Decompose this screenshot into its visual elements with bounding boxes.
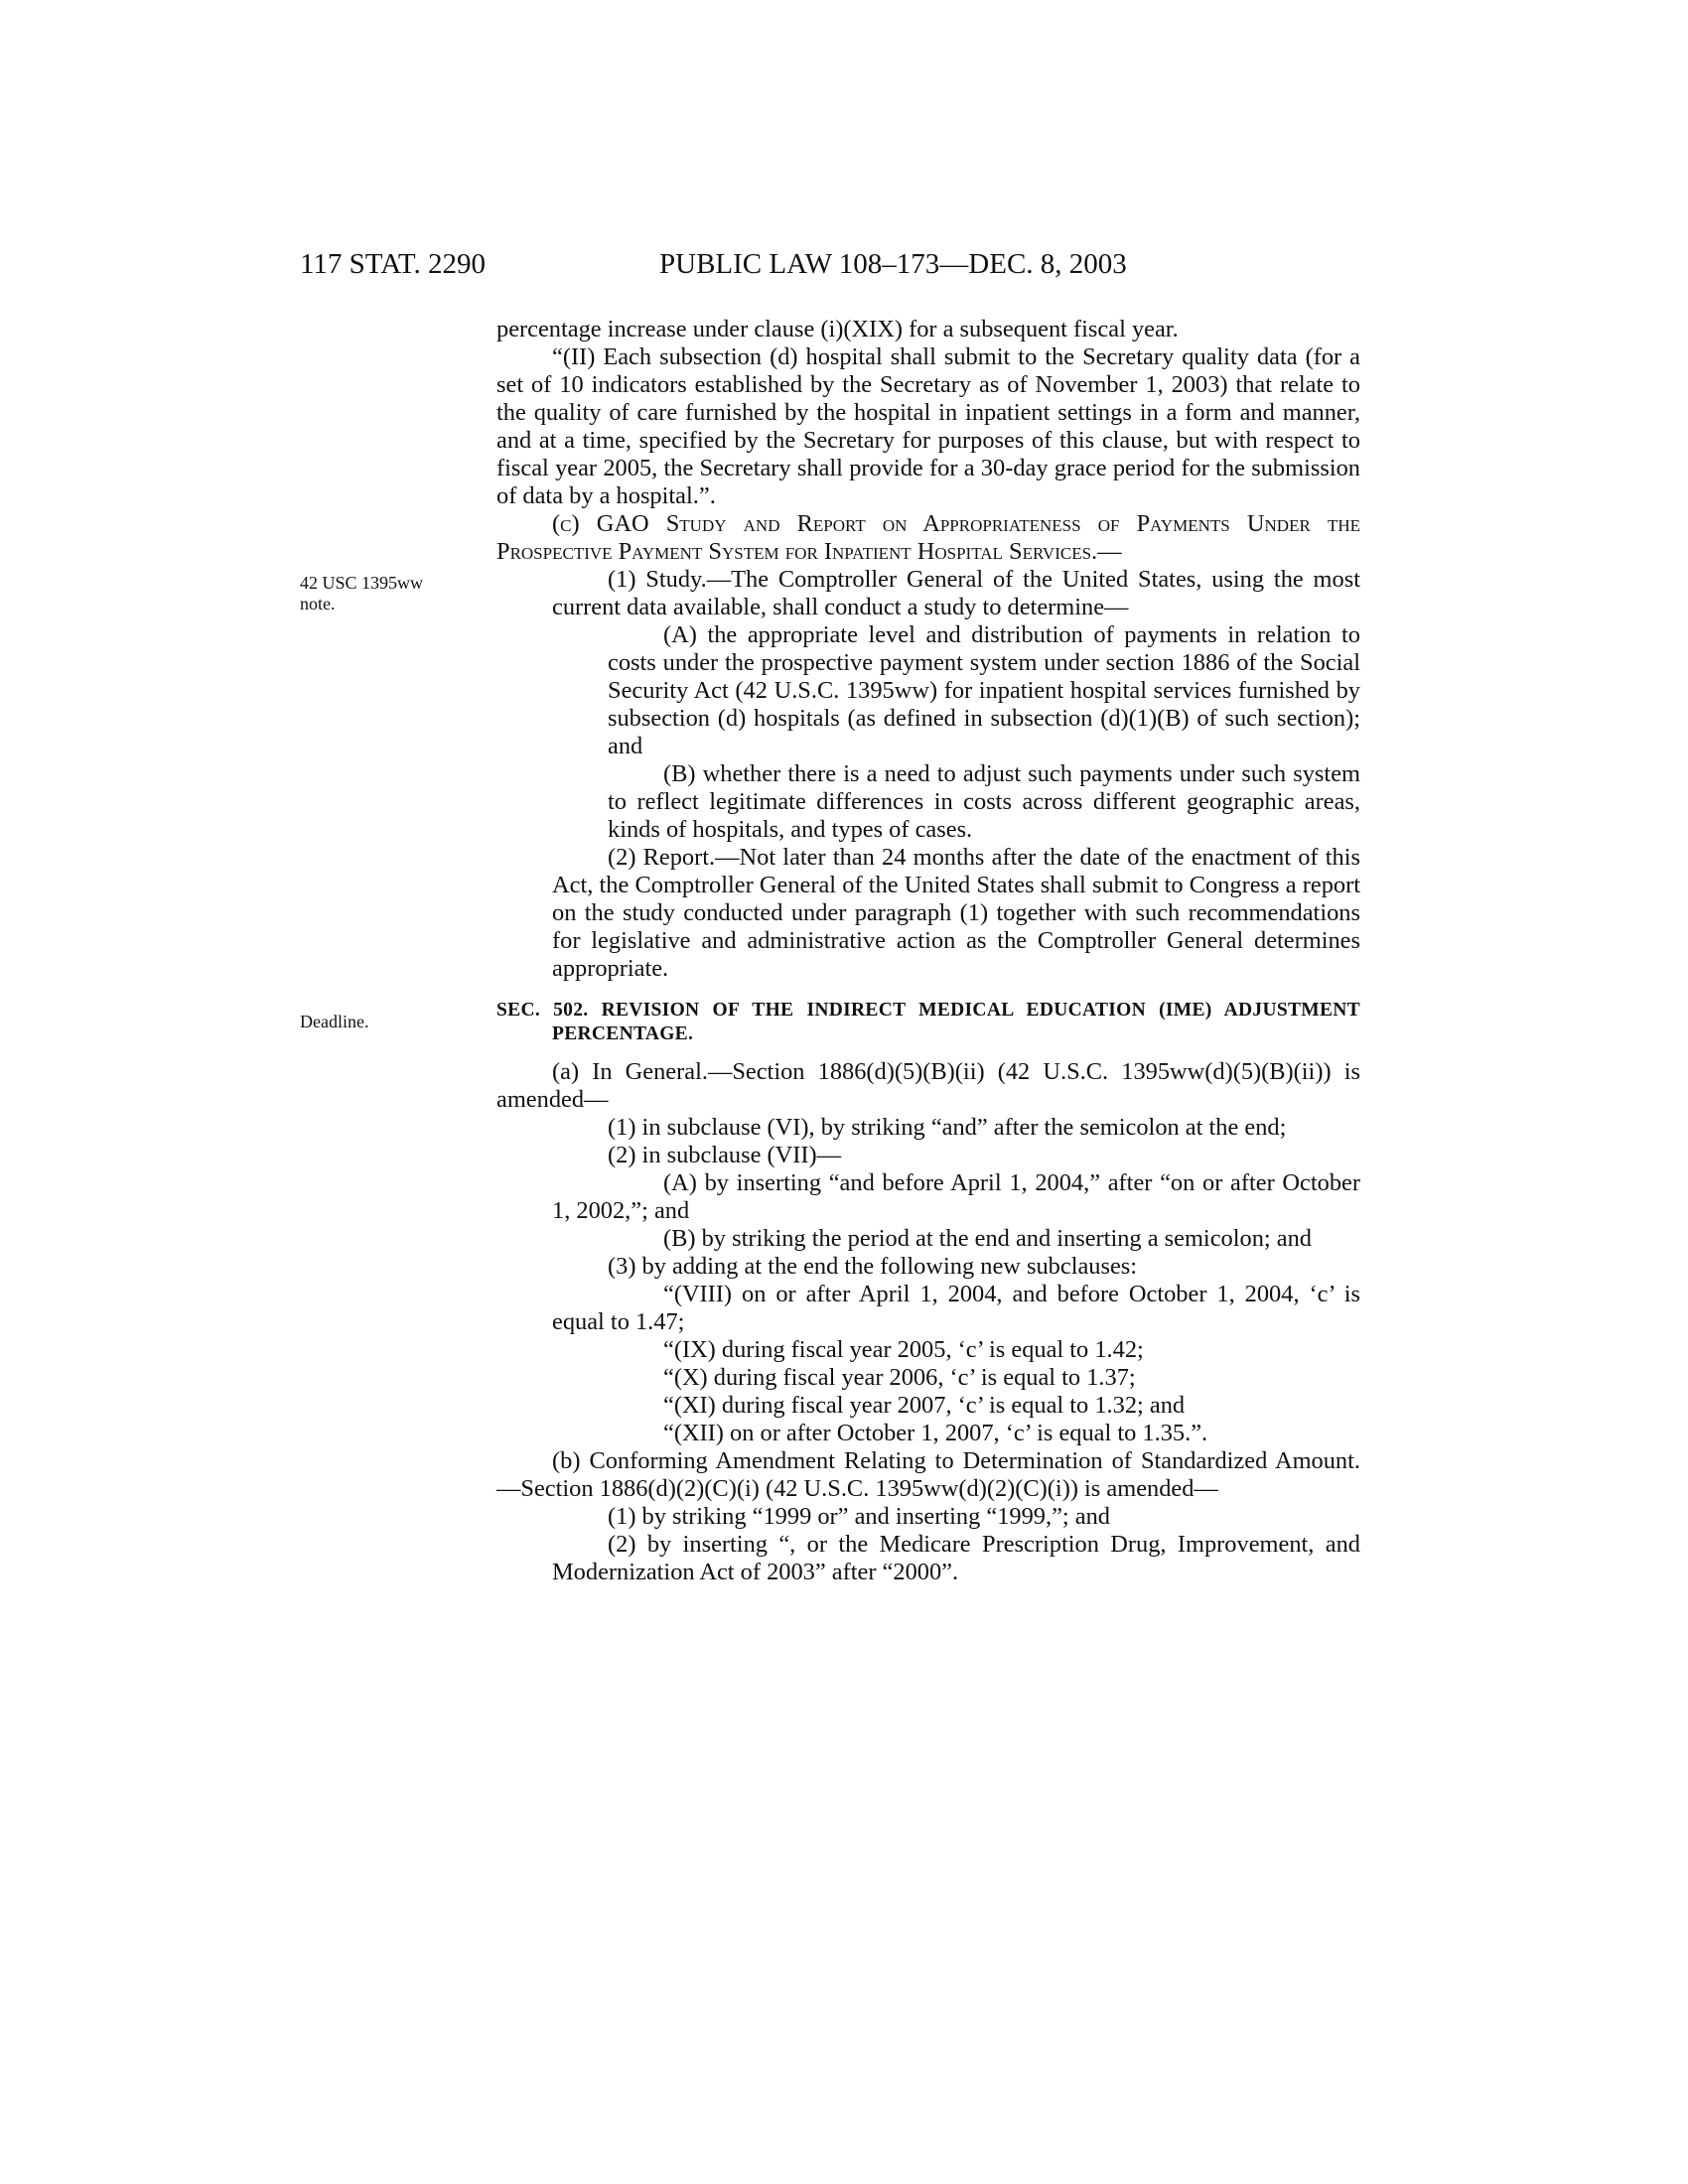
paragraph-c1-study: (1) Study.—The Comptroller General of the United States, using the most current data available, shall conduct a study to determine— (552, 566, 1360, 620)
subsection-c-heading: (c) GAO Study and Report on Appropriateness of Payments Under the Prospective Payment System for Inpatient Hospital Services.— (496, 510, 1360, 565)
subclause-VIII: “(VIII) on or after April 1, 2004, and before October 1, 2004, ‘c’ is equal to 1.47; (552, 1281, 1360, 1335)
subparagraph-a2A: (A) by inserting “and before April 1, 2004,” after “on or after October 1, 2002,”; and (552, 1169, 1360, 1224)
section-502-heading: SEC. 502. REVISION OF THE INDIRECT MEDICAL EDUCATION (IME) ADJUSTMENT PERCENTAGE. (496, 1000, 1360, 1044)
statute-page-number: 117 STAT. 2290 (300, 248, 486, 280)
margin-note-usc (300, 573, 423, 614)
subclause-X: “(X) during fiscal year 2006, ‘c’ is equal to 1.37; (663, 1364, 1136, 1391)
document-body (496, 316, 1360, 1586)
subclause-XII: “(XII) on or after October 1, 2007, ‘c’ is equal to 1.35.”. (663, 1420, 1208, 1446)
subsection-b-intro: (b) Conforming Amendment Relating to Determination of Standardized Amount.—Section 1886(d)(2)(C)(i) (42 U.S.C. 1395ww(d)(2)(C)(i)) is amended— (496, 1447, 1360, 1502)
paragraph-a1: (1) in subclause (VI), by striking “and” after the semicolon at the end; (608, 1114, 1287, 1141)
subparagraph-a2B: (B) by striking the period at the end and inserting a semicolon; and (663, 1225, 1312, 1252)
paragraph-b2: (2) by inserting “, or the Medicare Prescription Drug, Improvement, and Modernization Act of 2003” after “2000”. (552, 1531, 1360, 1585)
paragraph-c2-report: (2) Report.—Not later than 24 months after the date of the enactment of this Act, the Comptroller General of the United States shall submit to Congress a report on the study conducted under paragraph (1) together with such recommendations for legislative and administrative action as the Comptroller General determines appropriate. (552, 844, 1360, 982)
paragraph-a3: (3) by adding at the end the following new subclauses: (608, 1253, 1138, 1280)
subparagraph-cA: (A) the appropriate level and distribution of payments in relation to costs under the prospective payment system under section 1886 of the Social Security Act (42 U.S.C. 1395ww) for inpatient hospital services furnished by subsection (d) hospitals (as defined in subsection (d)(1)(B) of such section); and (608, 621, 1360, 759)
page-header (0, 248, 1688, 288)
paragraph-b1: (1) by striking “1999 or” and inserting “1999,”; and (608, 1503, 1110, 1530)
subsection-a-intro: (a) In General.—Section 1886(d)(5)(B)(ii) (42 U.S.C. 1395ww(d)(5)(B)(ii)) is amended— (496, 1058, 1360, 1113)
margin-note-deadline: Deadline. (300, 1012, 369, 1031)
paragraph-a2: (2) in subclause (VII)— (608, 1142, 842, 1168)
subclause-II: “(II) Each subsection (d) hospital shall submit to the Secretary quality data (for a set of 10 indicators established by the Secretary as of November 1, 2003) that relate to the quality of care furnished by the hospital in inpatient settings in a form and manner, and at a time, specified by the Secretary for purposes of this clause, but with respect to fiscal year 2005, the Secretary shall provide for a 30-day grace period for the submission of data by a hospital.”. (496, 343, 1360, 509)
subclause-XI: “(XI) during fiscal year 2007, ‘c’ is equal to 1.32; and (663, 1392, 1186, 1419)
subclause-IX: “(IX) during fiscal year 2005, ‘c’ is equal to 1.42; (663, 1336, 1144, 1363)
subparagraph-cB: (B) whether there is a need to adjust such payments under such system to reflect legitimate differences in costs across different geographic areas, kinds of hospitals, and types of cases. (608, 760, 1360, 843)
public-law-citation: PUBLIC LAW 108–173—DEC. 8, 2003 (659, 248, 1127, 280)
margin-note-usc-line1: 42 USC 1395ww (300, 573, 424, 593)
paragraph-continuation: percentage increase under clause (i)(XIX) for a subsequent fiscal year. (496, 316, 1179, 342)
margin-note-usc-line2: note. (300, 594, 336, 614)
